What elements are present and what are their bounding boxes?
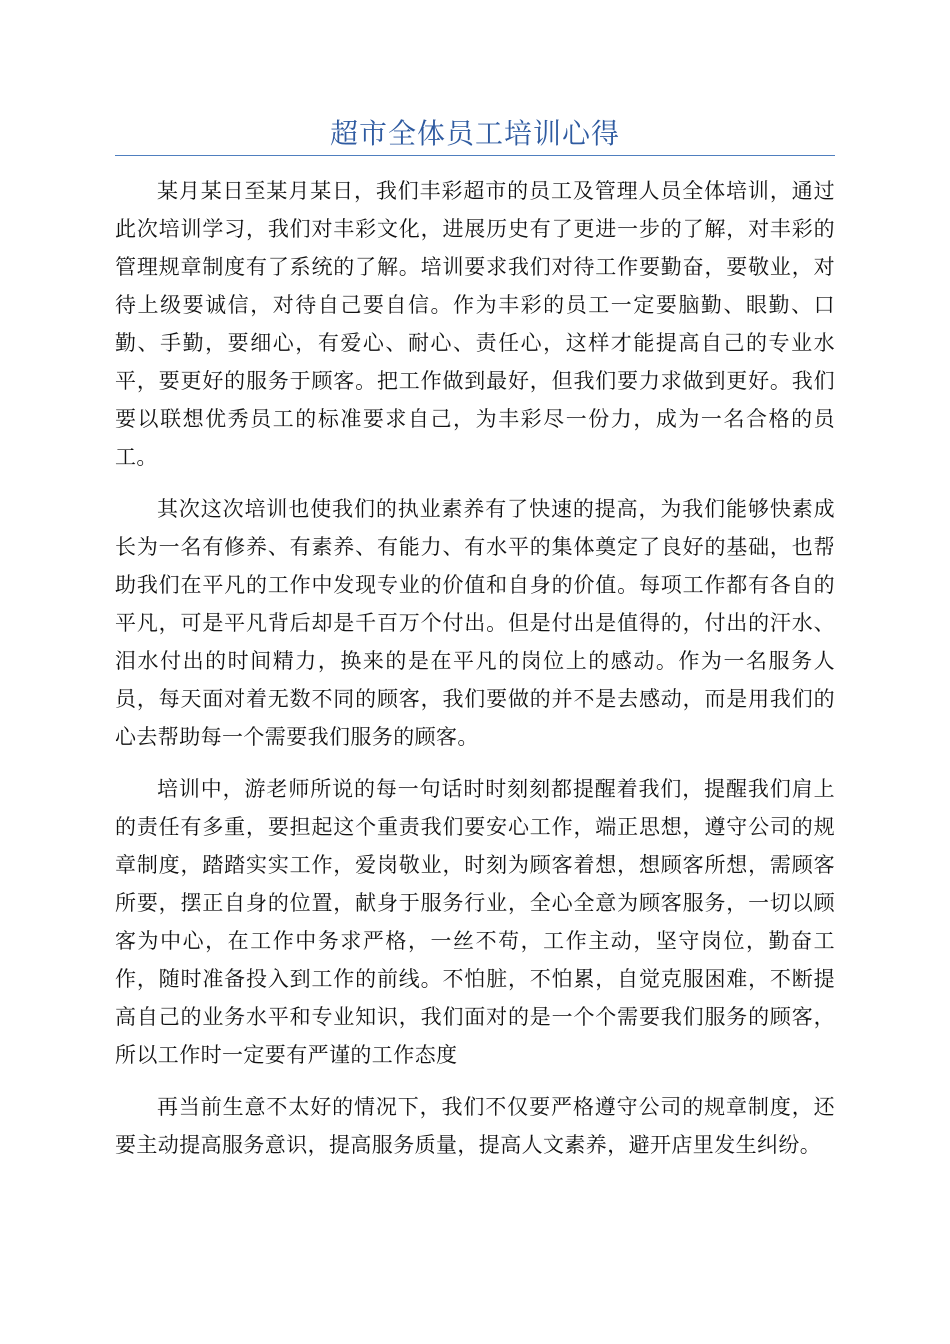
paragraph-2: 其次这次培训也使我们的执业素养有了快速的提高，为我们能够快素成长为一名有修养、有素养、有能力、有水平的集体奠定了良好的基础，也帮助我们在平凡的工作中发现专业的价值和自身的价值。每项工作都有各自的平凡，可是平凡背后却是千百万个付出。但是付出是值得的，付出的汗水、泪水付出的时间精力，换来的是在平凡的岗位上的感动。作为一名服务人员，每天面对着无数不同的顾客，我们要做的并不是去感动，而是用我们的心去帮助每一个需要我们服务的顾客。 — [115, 497, 835, 749]
paragraph-4: 再当前生意不太好的情况下，我们不仅要严格遵守公司的规章制度，还要主动提高服务意识，提高服务质量，提高人文素养，避开店里发生纠纷。 — [115, 1095, 835, 1157]
document-body — [115, 172, 835, 1178]
paragraph-3: 培训中，游老师所说的每一句话时时刻刻都提醒着我们，提醒我们肩上的责任有多重，要担起这个重责我们要安心工作，端正思想，遵守公司的规章制度，踏踏实实工作，爱岗敬业，时刻为顾客着想，想顾客所想，需顾客所要，摆正自身的位置，献身于服务行业，全心全意为顾客服务，一切以顾客为中心，在工作中务求严格，一丝不苟，工作主动，坚守岗位，勤奋工作，随时准备投入到工作的前线。不怕脏，不怕累，自觉克服困难，不断提高自己的业务水平和专业知识，我们面对的是一个个需要我们服务的顾客，所以工作时一定要有严谨的工作态度 — [115, 777, 835, 1067]
title-underline-divider — [115, 155, 835, 156]
paragraph-1: 某月某日至某月某日，我们丰彩超市的员工及管理人员全体培训，通过此次培训学习，我们对丰彩文化，进展历史有了更进一步的了解，对丰彩的管理规章制度有了系统的了解。培训要求我们对待工作要勤奋，要敬业，对待上级要诚信，对待自己要自信。作为丰彩的员工一定要脑勤、眼勤、口勤、手勤，要细心，有爱心、耐心、责任心，这样才能提高自己的专业水平，要更好的服务于顾客。把工作做到最好，但我们要力求做到更好。我们要以联想优秀员工的标准要求自己，为丰彩尽一份力，成为一名合格的员工。 — [115, 179, 835, 469]
document-title: 超市全体员工培训心得 — [329, 117, 620, 150]
